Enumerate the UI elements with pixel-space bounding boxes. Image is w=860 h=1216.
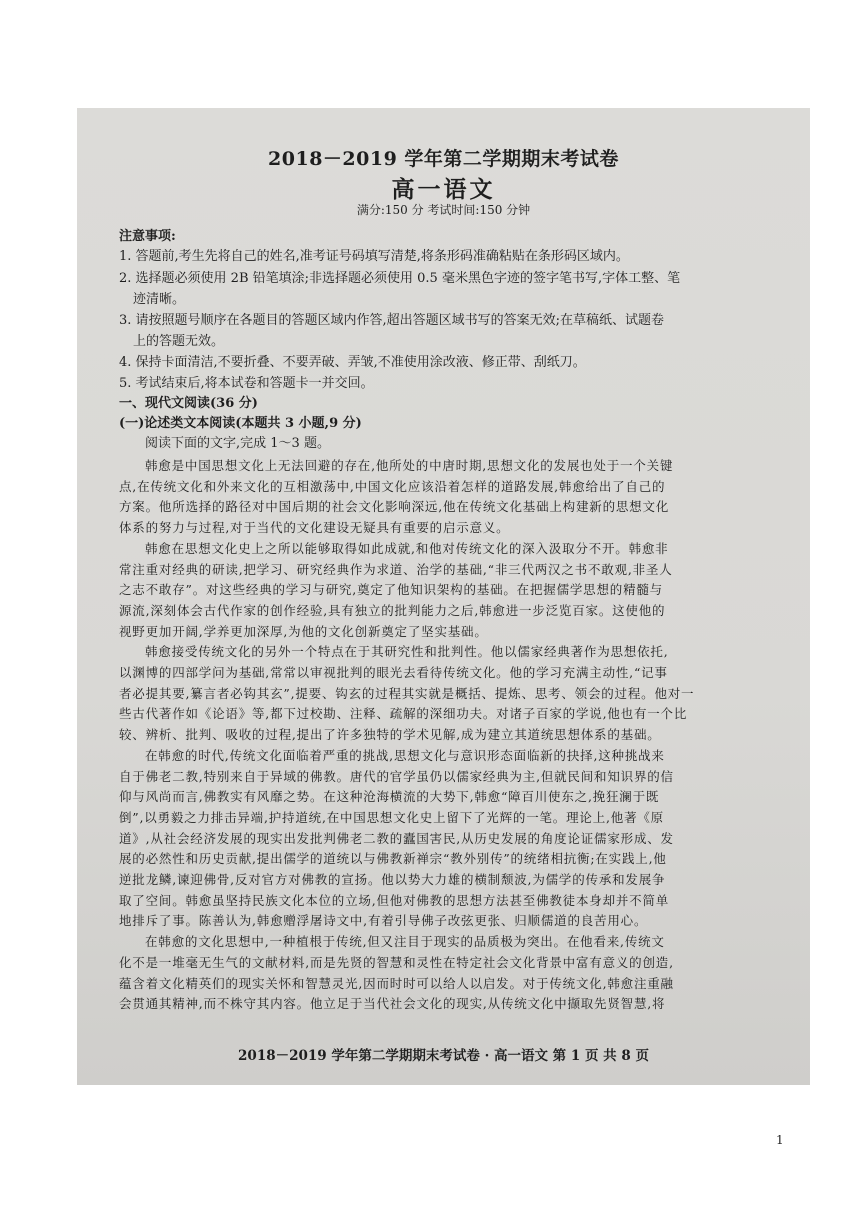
subject-title: 高一语文	[391, 176, 496, 203]
passage-line: 仰与风尚而言,佛教实有风靡之势。在这种沧海横流的大势下,韩愈“障百川使东之,挽狂澜于既	[119, 789, 660, 805]
passage-line: 会贯通其精神,而不株守其内容。他立足于当代社会文化的现实,从传统文化中撷取先贤智慧,将	[119, 996, 666, 1012]
exam-title: 2018－2019 学年第二学期期末考试卷	[268, 148, 619, 170]
passage-line: 源流,深刻体会古代作家的创作经验,具有独立的批判能力之后,韩愈进一步泛览百家。这使他的	[119, 602, 666, 618]
passage-line: 自于佛老二教,特别来自于异域的佛教。唐代的官学虽仍以儒家经典为主,但就民间和知识界的信	[119, 768, 674, 784]
passage-line: 较、辨析、批判、吸收的过程,提出了许多独特的学术见解,成为建立其道统思想体系的基础。	[119, 727, 661, 743]
section-heading: 一、现代文阅读(36 分)	[119, 396, 258, 411]
passage-line: 方案。他所选择的路径对中国后期的社会文化影响深远,他在传统文化基础上构建新的思想文化	[119, 499, 670, 515]
passage-line: 逆批龙鳞,谏迎佛骨,反对官方对佛教的宣扬。他以势大力雄的横制颓波,为儒学的传承和发展争	[119, 872, 666, 887]
passage-line: 韩愈在思想文化史上之所以能够取得如此成就,和他对传统文化的深入汲取分不开。韩愈非	[145, 540, 669, 556]
passage-line: 道》,从社会经济发展的现实出发批判佛老二教的蠹国害民,从历史发展的角度论证儒家形成、发	[119, 830, 674, 846]
passage-line: 些古代著作如《论语》等,都下过校勘、注释、疏解的深细功夫。对诸子百家的学说,他也有一个比	[119, 706, 688, 722]
passage-line: 之志不敢存”。对这些经典的学习与研究,奠定了他知识架构的基础。在把握儒学思想的精髓与	[119, 582, 663, 598]
reading-instruction: 阅读下面的文字,完成 1～3 题。	[145, 436, 330, 451]
passage-line: 蕴含着文化精英们的现实关怀和智慧灵光,因而时时可以给人以启发。对于传统文化,韩愈注重融	[119, 975, 674, 991]
passage-line: 常注重对经典的研读,把学习、研究经典作为求道、治学的基础,“非三代两汉之书不敢观,非圣人	[119, 561, 673, 577]
passage-line: 点,在传统文化和外来文化的互相激荡中,中国文化应该沿着怎样的道路发展,韩愈给出了自己的	[119, 478, 666, 494]
passage-line: 地排斥了事。陈善认为,韩愈赠浮屠诗文中,有着引导佛子改弦更张、归顺儒道的良苦用心。	[119, 913, 648, 929]
passage-line: 倒”,以勇毅之力排击异端,护持道统,在中国思想文化史上留下了光辉的一笔。理论上,他著《原	[119, 809, 664, 825]
passage-line: 体系的努力与过程,对于当代的文化建设无疑具有重要的启示意义。	[119, 520, 510, 536]
notes-heading: 注意事项:	[119, 229, 176, 244]
passage-line: 视野更加开阔,学养更加深厚,为他的文化创新奠定了坚实基础。	[119, 623, 488, 639]
passage-line: 韩愈接受传统文化的另外一个特点在于其研究性和批判性。他以儒家经典著作为思想依托,	[145, 644, 669, 660]
passage-line: 者必提其要,纂言者必钩其玄”,提要、钩玄的过程其实就是概括、提炼、思考、领会的过程。他对一	[119, 685, 695, 701]
scanned-exam-photo	[77, 108, 810, 1085]
note-line: 2. 选择题必须使用 2B 铅笔填涂;非选择题必须使用 0.5 毫米黑色字迹的签字笔书写,字体工整、笔	[119, 271, 681, 286]
note-line: 1. 答题前,考生先将自己的姓名,准考证号码填写清楚,将条形码准确粘贴在条形码区域内。	[119, 249, 629, 264]
passage-line: 取了空间。韩愈虽坚持民族文化本位的立场,但他对佛教的思想方法甚至佛教徒本身却并不简单	[119, 892, 670, 908]
note-line: 4. 保持卡面清洁,不要折叠、不要弄破、弄皱,不准使用涂改液、修正带、刮纸刀。	[119, 355, 586, 370]
passage-line: 韩愈是中国思想文化上无法回避的存在,他所处的中唐时期,思想文化的发展也处于一个关键	[145, 458, 674, 473]
passage-line: 在韩愈的时代,传统文化面临着严重的挑战,思想文化与意识形态面临新的抉择,这种挑战来	[145, 747, 665, 763]
passage-line: 展的必然性和历史贡献,提出儒学的道统以与佛教新禅宗“教外别传”的统绪相抗衡;在实践上,他	[119, 851, 667, 867]
page-footer: 2018－2019 学年第二学期期末考试卷 · 高一语文 第 1 页 共 8 页	[238, 1048, 649, 1064]
note-line: 上的答题无效。	[133, 334, 225, 349]
passage-line: 化不是一堆毫无生气的文献材料,而是先贤的智慧和灵性在特定社会文化背景中富有意义的创造,	[119, 954, 674, 970]
section-sub-heading: (一)论述类文本阅读(本题共 3 小题,9 分)	[119, 416, 362, 431]
note-line: 5. 考试结束后,将本试卷和答题卡一并交回。	[119, 376, 374, 391]
score-time-line: 满分:150 分 考试时间:150 分钟	[356, 203, 531, 217]
note-line: 3. 请按照题号顺序在各题目的答题区域内作答,超出答题区域书写的答案无效;在草稿纸、试题卷	[119, 313, 665, 328]
passage-line: 以渊博的四部学问为基础,常常以审视批判的眼光去看待传统文化。他的学习充满主动性,“记事	[119, 665, 668, 680]
passage-line: 在韩愈的文化思想中,一种植根于传统,但又注目于现实的品质极为突出。在他看来,传统文	[145, 934, 665, 950]
note-line: 迹清晰。	[133, 292, 186, 307]
page-number: 1	[776, 1133, 784, 1147]
